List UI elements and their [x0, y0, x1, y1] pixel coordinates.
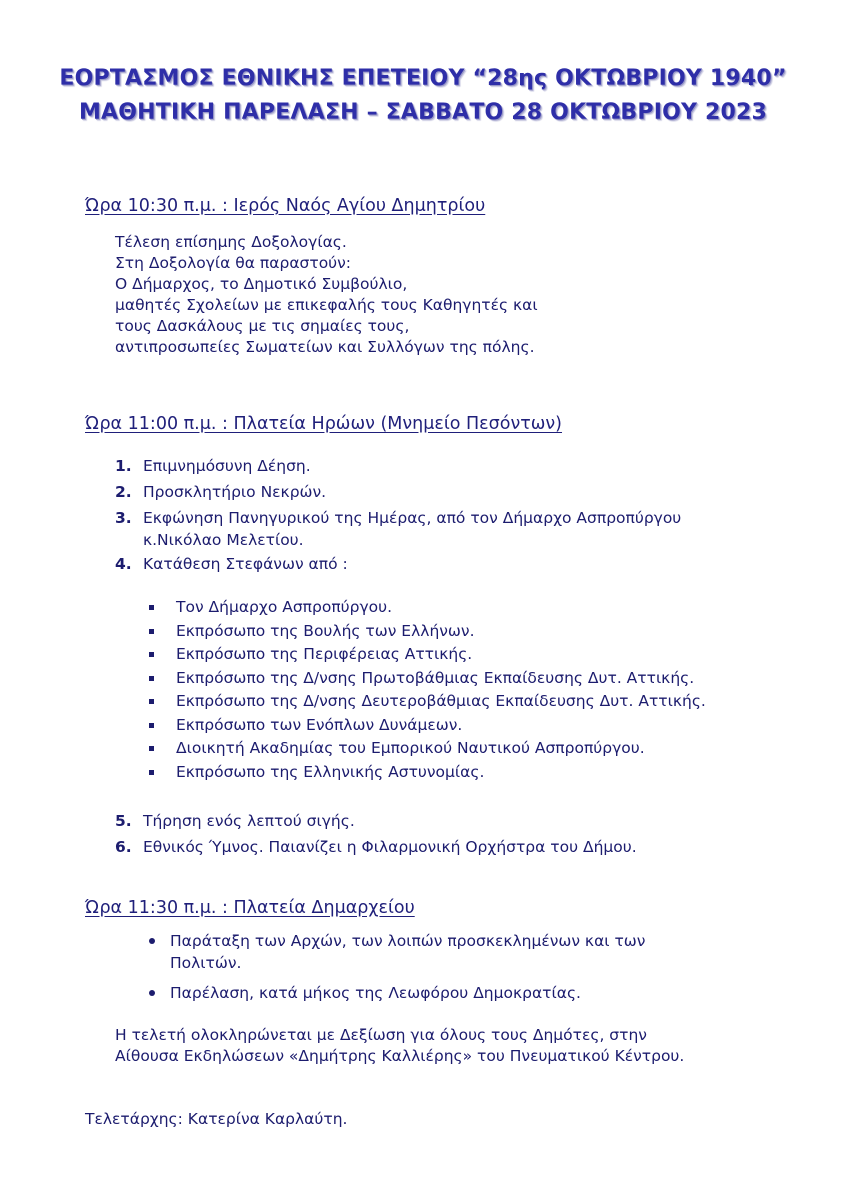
list-item: Εκπρόσωπο της Ελληνικής Αστυνομίας.	[146, 761, 706, 785]
item-number: 3.	[115, 509, 132, 527]
square-bullet-icon	[149, 770, 154, 775]
list-item	[115, 505, 681, 551]
item-number: 2.	[115, 483, 132, 501]
section-heading-town-hall-square: Ώρα 11:30 π.μ. : Πλατεία Δημαρχείου	[85, 898, 415, 918]
section-heading-doxology: Ώρα 10:30 π.μ. : Ιερός Ναός Αγίου Δημητρίου	[85, 196, 486, 216]
text-line: Ο Δήμαρχος, το Δημοτικό Συμβούλιο,	[115, 275, 408, 293]
document-subtitle: ΜΑΘΗΤΙΚΗ ΠΑΡΕΛΑΣΗ – ΣΑΒΒΑΤΟ 28 ΟΚΤΩΒΡΙΟΥ 2023	[78, 100, 768, 125]
item-text: Επιμνημόσυνη Δέηση.	[143, 457, 311, 475]
square-bullet-icon	[149, 746, 154, 751]
square-bullet-icon	[149, 699, 154, 704]
text-line: μαθητές Σχολείων με επικεφαλής τους Καθηγητές και	[115, 296, 538, 314]
bullet-icon	[149, 938, 155, 944]
item-text: Εκφώνηση Πανηγυρικού της Ημέρας, από τον Δήμαρχο Ασπροπύργου	[143, 509, 682, 527]
square-bullet-icon	[149, 605, 154, 610]
section-heading-heroes-square: Ώρα 11:00 π.μ. : Πλατεία Ηρώων (Μνημείο Πεσόντων)	[85, 414, 563, 434]
document-title: ΕΟΡΤΑΣΜΟΣ ΕΘΝΙΚΗΣ ΕΠΕΤΕΙΟΥ “28ης ΟΚΤΩΒΡΙΟΥ 1940”	[59, 66, 787, 91]
text-line: Στη Δοξολογία θα παραστούν:	[115, 254, 352, 272]
parade-list	[146, 930, 645, 1004]
item-number: 6.	[115, 838, 132, 856]
item-text: Τήρηση ενός λεπτού σιγής.	[143, 812, 355, 830]
square-bullet-icon	[149, 629, 154, 634]
closing-paragraph	[115, 1025, 684, 1067]
square-bullet-icon	[149, 723, 154, 728]
text-line: Αίθουσα Εκδηλώσεων «Δημήτρης Καλλιέρης» του Πνευματικού Κέντρου.	[115, 1047, 685, 1065]
list-item	[115, 453, 681, 479]
list-item	[115, 834, 637, 860]
item-text: Προσκλητήριο Νεκρών.	[143, 483, 327, 501]
list-item: Εκπρόσωπο των Ενόπλων Δυνάμεων.	[146, 714, 706, 738]
item-number: 5.	[115, 812, 132, 830]
text-line: αντιπροσωπείες Σωματείων και Συλλόγων της πόλης.	[115, 338, 535, 356]
item-number: 1.	[115, 457, 132, 475]
list-item	[115, 479, 681, 505]
text-line: τους Δασκάλους με τις σημαίες τους,	[115, 317, 410, 335]
list-item	[115, 808, 637, 834]
item-text: Εθνικός Ύμνος. Παιανίζει η Φιλαρμονική Ορχήστρα του Δήμου.	[143, 838, 637, 856]
master-of-ceremonies: Τελετάρχης: Κατερίνα Καρλαύτη.	[85, 1110, 348, 1128]
list-item: Εκπρόσωπο της Δ/νσης Δευτεροβάθμιας Εκπαίδευσης Δυτ. Αττικής.	[146, 690, 706, 714]
item-number: 4.	[115, 555, 132, 573]
list-item: Παρέλαση, κατά μήκος της Λεωφόρου Δημοκρατίας.	[146, 982, 645, 1004]
square-bullet-icon	[149, 652, 154, 657]
list-item: Παράταξη των Αρχών, των λοιπών προσκεκλημένων και των Πολιτών.	[146, 930, 645, 974]
list-item	[115, 551, 681, 577]
wreath-laying-list	[146, 596, 706, 784]
ceremony-program-list	[115, 453, 681, 577]
list-item: Εκπρόσωπο της Περιφέρειας Αττικής.	[146, 643, 706, 667]
doxology-description	[115, 232, 538, 358]
item-text-continuation: κ.Νικόλαο Μελετίου.	[143, 531, 304, 549]
bullet-icon	[149, 990, 155, 996]
square-bullet-icon	[149, 676, 154, 681]
list-item: Εκπρόσωπο της Δ/νσης Πρωτοβάθμιας Εκπαίδευσης Δυτ. Αττικής.	[146, 667, 706, 691]
list-item: Εκπρόσωπο της Βουλής των Ελλήνων.	[146, 620, 706, 644]
item-text: Κατάθεση Στεφάνων από :	[143, 555, 348, 573]
list-item: Τον Δήμαρχο Ασπροπύργου.	[146, 596, 706, 620]
text-line: Τέλεση επίσημης Δοξολογίας.	[115, 233, 347, 251]
text-line: Η τελετή ολοκληρώνεται με Δεξίωση για όλους τους Δημότες, στην	[115, 1026, 647, 1044]
list-item: Διοικητή Ακαδημίας του Εμπορικού Ναυτικού Ασπροπύργου.	[146, 737, 706, 761]
ceremony-program-list-continued	[115, 808, 637, 860]
